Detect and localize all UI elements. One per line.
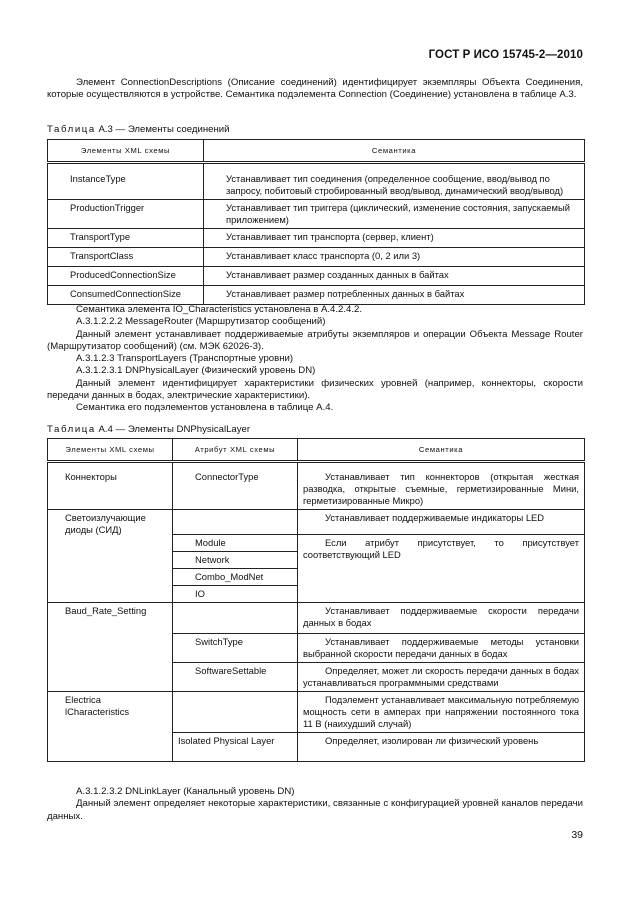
table-a3 [47, 139, 585, 305]
standard-header: ГОСТ Р ИСО 15745-2—2010 [428, 49, 583, 61]
table-row [48, 510, 585, 535]
table-row [48, 285, 585, 304]
table-cell: Если атрибут присутствует, то присутствует соответствующий LED [298, 535, 585, 603]
table-cell: InstanceType [48, 171, 204, 200]
caption-label: Таблица [47, 124, 96, 135]
table-cell: Isolated Physical Layer [173, 733, 298, 762]
table-row [48, 228, 585, 247]
paragraph: Данный элемент идентифицирует характеристики физических уровней (например, коннекторы, скорости передачи данных в бодах, электрические характеристики). [47, 377, 583, 402]
page-number: 39 [571, 829, 583, 841]
table-cell: Устанавливает класс транспорта (0, 2 или 3) [204, 247, 585, 266]
table-row [48, 247, 585, 266]
table-cell: Устанавливает поддерживаемые индикаторы LED [298, 510, 585, 535]
table-cell: TransportType [48, 228, 204, 247]
table-cell: Baud_Rate_Setting [48, 603, 173, 692]
table-cell: Устанавливает тип коннекторов (открытая жесткая разводка, открытые съемные, герметизированные Мини, герметизированные Микро) [298, 469, 585, 510]
table-cell: Коннекторы [48, 469, 173, 510]
table-cell: Определяет, изолирован ли физический уровень [298, 733, 585, 762]
table-cell: Светоизлучающие диоды (СИД) [48, 510, 173, 603]
table-header-cell: Элементы XML схемы [48, 140, 204, 163]
table-cell: ProductionTrigger [48, 199, 204, 228]
paragraph: Семантика его подэлементов установлена в таблице А.4. [76, 402, 334, 414]
footer-text [47, 786, 583, 823]
table-row [48, 199, 585, 228]
table-cell [173, 692, 298, 733]
table-cell: ConsumedConnectionSize [48, 285, 204, 304]
table-cell: Module [173, 535, 298, 552]
table-row [48, 469, 585, 510]
table-a3-caption [47, 124, 583, 136]
intro-block [47, 77, 583, 102]
table-a4 [47, 438, 585, 762]
paragraph: Данный элемент устанавливает поддерживаемые атрибуты экземпляров и операции Объекта Message Router (Маршрутизатор сообщений) (см. МЭК 62026-3). [47, 328, 583, 352]
table-header-cell: Семантика [204, 140, 585, 163]
table-cell: Electrica lCharacteristics [48, 692, 173, 762]
table-cell: ConnectorType [173, 469, 298, 510]
table-cell: Устанавливает тип триггера (циклический, изменение состояния, запускаемый приложением) [204, 199, 585, 228]
table-header-cell: Атрибут XML схемы [173, 439, 298, 462]
paragraph: Семантика элемента IO_Characteristics установлена в А.4.2.4.2. [76, 304, 363, 315]
table-cell: Устанавливает размер потребленных данных в байтах [204, 285, 585, 304]
paragraph: Данный элемент определяет некоторые характеристики, связанные с конфигурацией уровней каналов передачи данных. [47, 798, 583, 822]
table-row [48, 171, 585, 200]
table-header-cell: Элементы XML схемы [48, 439, 173, 462]
intro-paragraph: Элемент ConnectionDescriptions (Описание соединений) идентифицирует экземпляры Объекта Соединения, которые осуществляются в устройстве. Семантика подэлемента Connection (Соединение) установлена в таблице А.3. [47, 77, 583, 101]
subsection-heading: А.3.1.2.3 TransportLayers (Транспортные уровни) [76, 353, 294, 365]
table-cell: ProducedConnectionSize [48, 266, 204, 285]
table-row [48, 692, 585, 733]
subsection-heading: А.3.1.2.2.2 MessageRouter (Маршрутизатор сообщений) [76, 316, 326, 328]
subsection-heading: А.3.1.2.3.1 DNPhysicalLayer (Физический уровень DN) [76, 365, 316, 377]
table-cell: Combo_ModNet [173, 569, 298, 586]
table-cell: SoftwareSettable [173, 663, 298, 692]
table-row [48, 266, 585, 285]
caption-title: А.3 — Элементы соединений [95, 124, 230, 135]
table-cell: IO [173, 586, 298, 603]
table-cell: Подэлемент устанавливает максимальную потребляемую мощность сети в амперах при напряжении постоянного тока 11 В (наихудший случай) [298, 692, 585, 733]
table-cell: Устанавливает размер созданных данных в байтах [204, 266, 585, 285]
caption-title: А.4 — Элементы DNPhysicalLayer [95, 424, 251, 435]
middle-text [47, 304, 583, 415]
table-header-cell: Семантика [298, 439, 585, 462]
table-cell: Устанавливает поддерживаемые скорости передачи данных в бодах [298, 603, 585, 634]
caption-label: Таблица [47, 424, 96, 435]
table-row [48, 603, 585, 634]
table-cell: SwitchType [173, 634, 298, 663]
table-cell: Устанавливает тип транспорта (сервер, клиент) [204, 228, 585, 247]
table-cell: Определяет, может ли скорость передачи данных в бодах устанавливаться программными средствами [298, 663, 585, 692]
table-cell [173, 510, 298, 535]
table-cell: Устанавливает поддерживаемые методы установки выбранной скорости передачи данных в бодах [298, 634, 585, 663]
table-a4-caption [47, 424, 583, 436]
subsection-heading: А.3.1.2.3.2 DNLinkLayer (Канальный уровень DN) [76, 786, 295, 797]
table-cell: Network [173, 552, 298, 569]
table-cell: TransportClass [48, 247, 204, 266]
table-cell [173, 603, 298, 634]
table-cell: Устанавливает тип соединения (определенное сообщение, ввод/вывод по запросу, побитовый стробированный ввод/вывод, динамический ввод/вывод) [204, 171, 585, 200]
